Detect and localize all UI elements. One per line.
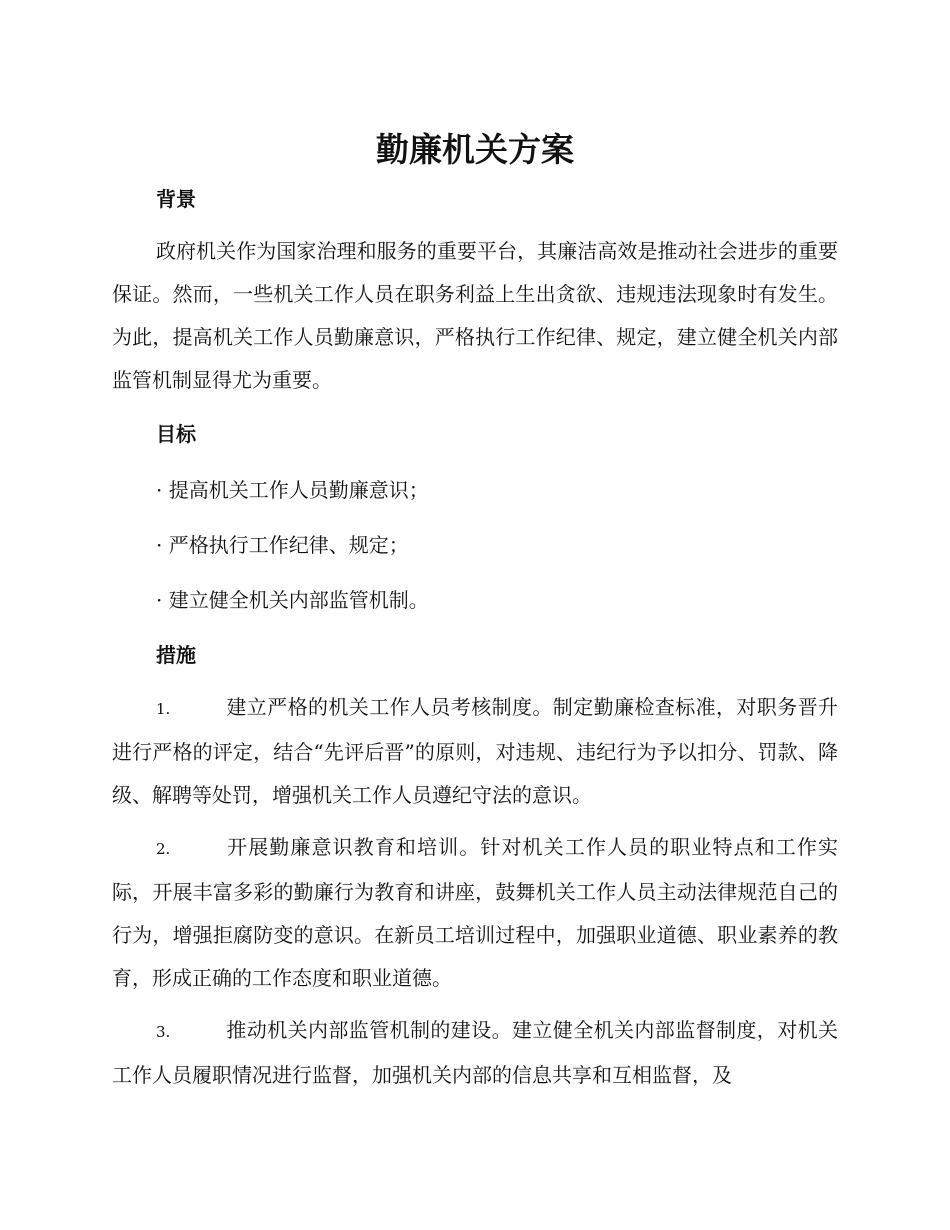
section-heading-measures: 措施 [156,643,196,667]
section-heading-background: 背景 [156,187,196,211]
measure-number: 1. [156,700,171,718]
measure-number: 2. [156,840,171,858]
section-heading-goals: 目标 [156,422,196,446]
measure-number: 3. [156,1023,171,1041]
goal-item-3: · 建立健全机关内部监管机制。 [156,588,429,612]
goal-item-2: · 严格执行工作纪律、规定； [156,533,409,557]
measure-text: 开展勤廉意识教育和培训。针对机关工作人员的职业特点和工作实际，开展丰富多彩的勤廉行为教育和讲座，鼓舞机关工作人员主动法律规范自己的行为，增强拒腐防变的意识。在新员工培训过程中，加强职业道德、职业素养的教育，形成正确的工作态度和职业道德。 [112,835,838,990]
measure-item-2 [112,826,838,1000]
goal-item-1: · 提高机关工作人员勤廉意识； [156,478,429,502]
measure-text: 推动机关内部监管机制的建设。建立健全机关内部监督制度，对机关工作人员履职情况进行监督，加强机关内部的信息共享和互相监督，及 [112,1018,838,1087]
document-title: 勤廉机关方案 [376,130,574,169]
measure-item-3 [112,1009,838,1097]
measure-text: 建立严格的机关工作人员考核制度。制定勤廉检查标准，对职务晋升进行严格的评定，结合“先评后晋”的原则，对违规、违纪行为予以扣分、罚款、降级、解聘等处罚，增强机关工作人员遵纪守法的意识。 [112,695,838,807]
background-paragraph: 政府机关作为国家治理和服务的重要平台，其廉洁高效是推动社会进步的重要保证。然而，一些机关工作人员在职务利益上生出贪欲、违规违法现象时有发生。为此，提高机关工作人员勤廉意识，严格执行工作纪律、规定，建立健全机关内部监管机制显得尤为重要。 [112,239,838,392]
measure-item-1 [112,686,838,817]
